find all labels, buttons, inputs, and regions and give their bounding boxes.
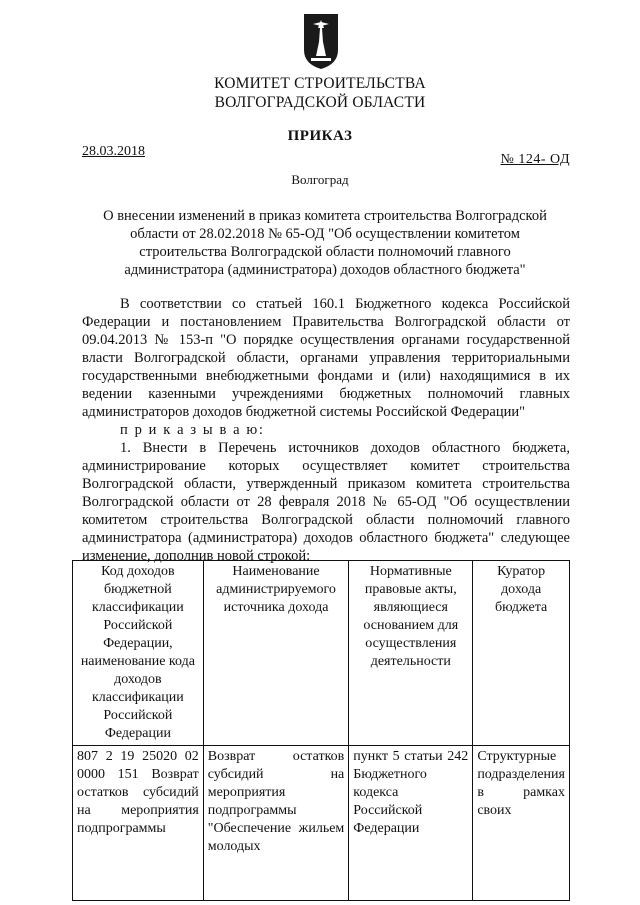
header-source-name: Наименование администрируемого источника дохода: [203, 561, 349, 746]
order-number: № 124- ОД: [500, 152, 570, 167]
document-type: ПРИКАЗ: [287, 128, 353, 144]
order-date: 28.03.2018: [82, 144, 145, 159]
cell-legal-acts: пункт 5 статьи 242 Бюджетного кодекса Российской Федерации: [349, 746, 473, 901]
organization-line-1: КОМИТЕТ СТРОИТЕЛЬСТВА: [214, 75, 426, 92]
table-row: [73, 746, 570, 901]
organization-line-2: ВОЛГОГРАДСКОЙ ОБЛАСТИ: [214, 94, 426, 111]
preamble-paragraph: В соответствии со статьей 160.1 Бюджетного кодекса Российской Федерации и постановлением Правительства Волгоградской области от 09.04.2013 № 153-п "О порядке осуществления органами государственной власти Волгоградской области, органами управления территориальными государственными внебюджетными фондами и (или) находящимися в их ведении казенными учреждениями бюджетных полномочий главных администраторов доходов бюджетной системы Российской Федерации": [82, 296, 570, 420]
cell-curator: Структурные подразделения в рамках своих: [473, 746, 570, 901]
subject-line: области от 28.02.2018 № 65-ОД "Об осуществлении комитетом: [130, 226, 520, 242]
subject-line: строительства Волгоградской области полномочий главного: [139, 244, 511, 260]
header-income-code: Код доходов бюджетной классификации Российской Федерации, наименование кода доходов классификации Российской Федерации: [73, 561, 204, 746]
organization-name: [0, 74, 640, 112]
orders-word: п р и к а з ы в а ю:: [120, 422, 265, 438]
cell-income-code: 807 2 19 25020 02 0000 151 Возврат остатков субсидий на мероприятия подпрограммы: [73, 746, 204, 901]
order-body: [82, 295, 570, 565]
cell-source-name: Возврат остатков субсидий на мероприятия подпрограммы "Обеспечение жильем молодых: [203, 746, 349, 901]
item-1-paragraph: 1. Внести в Перечень источников доходов областного бюджета, администрирование которых осуществляет комитет строительства Волгоградской области, утвержденный приказом комитета строительства Волгоградской области от 28 февраля 2018 № 65-ОД "Об осуществлении комитетом строительства Волгоградской области полномочий главного администратора (администратора) доходов областного бюджета" следующее изменение, дополнив новой строкой:: [82, 440, 570, 564]
order-subject: [90, 207, 560, 279]
table-header-row: [73, 561, 570, 746]
subject-line: администратора (администратора) доходов областного бюджета": [124, 262, 526, 278]
header-curator: Куратор дохода бюджета: [473, 561, 570, 746]
header-legal-acts: Нормативные правовые акты, являющиеся основанием для осуществления деятельности: [349, 561, 473, 746]
city-name: Волгоград: [291, 172, 349, 187]
income-sources-table: [72, 560, 570, 901]
subject-line: О внесении изменений в приказ комитета строительства Волгоградской: [103, 208, 547, 224]
coat-of-arms-emblem: [302, 12, 340, 70]
